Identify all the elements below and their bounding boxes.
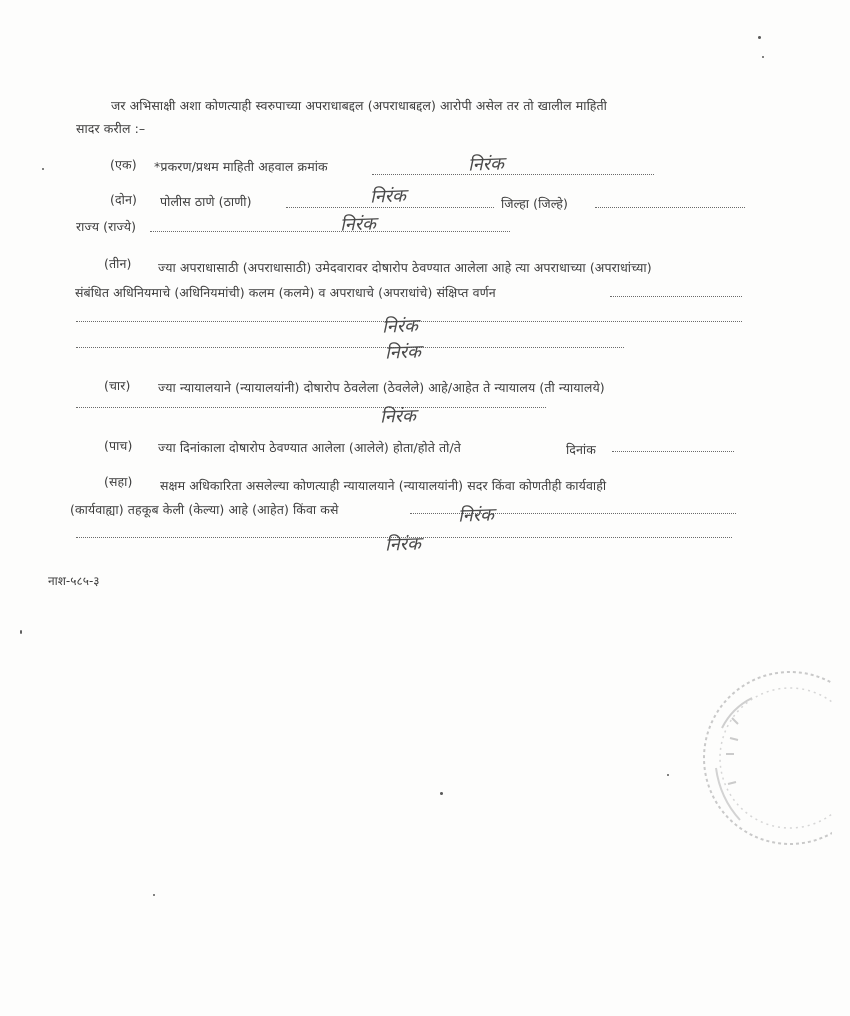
- item6-number: (सहा): [104, 474, 133, 489]
- item6-label-line-2: (कार्यवाह्या) तहकूब केली (केल्या) आहे (आहेत) किंवा कसे: [70, 502, 339, 517]
- item1-label: *प्रकरण/प्रथम माहिती अहवाल क्रमांक: [154, 159, 328, 174]
- item6-label-line-1: सक्षम अधिकारिता असलेल्या कोणत्याही न्यायालयाने (न्यायालयांनी) सदर किंवा कोणतीही कार्यवाही: [160, 478, 607, 493]
- item2-state-fill-line: [150, 231, 510, 232]
- item2-number: (दोन): [110, 192, 137, 207]
- item5-number: (पाच): [104, 438, 133, 453]
- scan-speck: [440, 792, 443, 795]
- item4-label: ज्या न्यायालयाने (न्यायालयांनी) दोषारोप ठेवलेला (ठेवलेले) आहे/आहेत ते न्यायालय (ती न्यायालये): [158, 380, 605, 395]
- item3-number: (तीन): [104, 256, 132, 271]
- form-code: नाश-५८५-३: [48, 574, 100, 588]
- item4-value: निरंक: [379, 405, 417, 428]
- item1-fill-line: [372, 174, 654, 175]
- scan-speck: [667, 774, 669, 776]
- item2-district-label: जिल्हा (जिल्हे): [501, 196, 568, 211]
- item3-fill-line-a: [610, 296, 742, 297]
- item2-district-fill-line: [595, 207, 745, 208]
- intro-line-2: सादर करील :–: [76, 121, 146, 136]
- office-seal-stamp: [672, 658, 832, 858]
- item2-state-label: राज्य (राज्ये): [76, 219, 137, 234]
- item1-number: (एक): [110, 157, 137, 172]
- item3-value-1: निरंक: [381, 315, 419, 338]
- scan-speck: [758, 36, 761, 39]
- item2-label: पोलीस ठाणे (ठाणी): [160, 194, 252, 209]
- scan-speck: [42, 168, 44, 170]
- item6-value-1: निरंक: [457, 504, 495, 527]
- item2-state-value: निरंक: [339, 213, 377, 236]
- scan-speck: [20, 630, 22, 634]
- item4-number: (चार): [104, 378, 131, 393]
- item5-label: ज्या दिनांकाला दोषारोप ठेवण्यात आलेला (आलेले) होता/होते तो/ते: [158, 440, 461, 455]
- scan-speck: [153, 894, 155, 896]
- item6-value-2: निरंक: [384, 533, 422, 556]
- item3-label-line-2: संबंधित अधिनियमाचे (अधिनियमांची) कलम (कलमे) व अपराधाचे (अपराधांचे) संक्षिप्त वर्णन: [75, 285, 496, 300]
- item3-label-line-1: ज्या अपराधासाठी (अपराधासाठी) उमेदवारावर दोषारोप ठेवण्यात आलेला आहे त्या अपराधाच्या (अपराधांच्या): [158, 260, 652, 275]
- intro-line-1: जर अभिसाक्षी अशा कोणत्याही स्वरुपाच्या अपराधाबद्दल (अपराधाबद्दल) आरोपी असेल तर तो खालील माहिती: [111, 98, 608, 113]
- item5-date-fill-line: [612, 451, 734, 452]
- item1-value: निरंक: [467, 153, 505, 176]
- item2-value: निरंक: [369, 185, 407, 208]
- item3-fill-line-c: [76, 347, 624, 348]
- item5-date-label: दिनांक: [566, 442, 596, 457]
- scan-speck: [762, 56, 764, 58]
- item3-value-2: निरंक: [384, 341, 422, 364]
- item4-fill-line: [76, 407, 546, 408]
